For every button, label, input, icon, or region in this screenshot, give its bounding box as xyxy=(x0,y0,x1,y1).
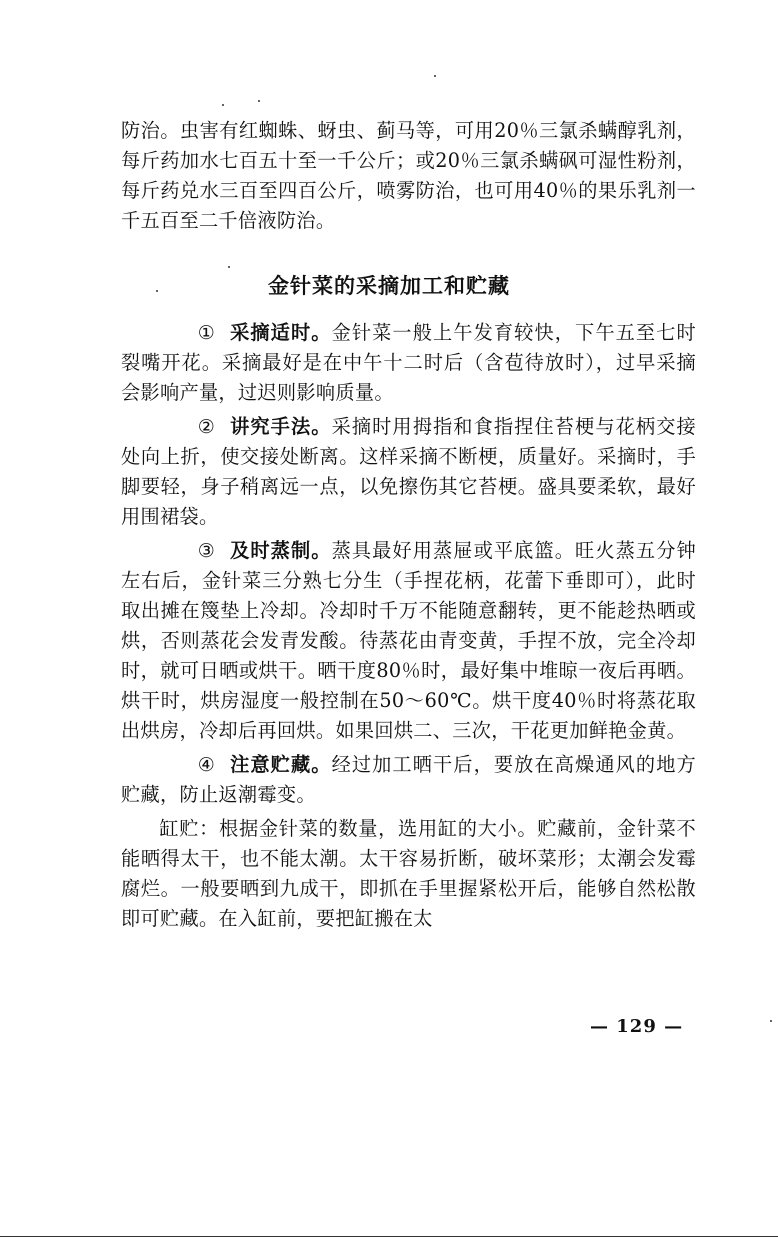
page-number: — 129 — xyxy=(590,1016,684,1037)
intro-block xyxy=(121,116,696,236)
list-item xyxy=(121,750,696,810)
item-marker: ③ xyxy=(197,539,216,562)
list-item xyxy=(121,536,696,746)
section-body xyxy=(121,318,696,934)
section-title: 金针菜的采摘加工和贮藏 xyxy=(268,274,510,298)
item-marker: ④ xyxy=(197,753,216,776)
list-item xyxy=(121,412,696,532)
scan-speck xyxy=(222,104,224,106)
item-marker: ② xyxy=(197,415,216,438)
item-body: 金针菜一般上午发育较快，下午五至七时裂嘴开花。采摘最好是在中午十二时后（含苞待放时），过早采摘会影响产量，过迟则影响质量。 xyxy=(121,321,696,404)
item-lead: 采摘适时。 xyxy=(229,321,332,344)
scan-speck xyxy=(258,100,260,102)
item-lead: 注意贮藏。 xyxy=(229,753,332,776)
item-marker: ① xyxy=(197,321,216,344)
scan-speck xyxy=(434,75,436,77)
item-lead: 讲究手法。 xyxy=(229,415,332,438)
item-body: 经过加工晒干后，要放在高燥通风的地方贮藏，防止返潮霉变。 xyxy=(121,753,696,806)
item-body: 采摘时用拇指和食指捏住苔梗与花柄交接处向上折，使交接处断离。这样采摘不断梗，质量好。采摘时，手脚要轻，身子稍离远一点，以免擦伤其它苔梗。盛具要柔软，最好用围裙袋。 xyxy=(121,415,696,528)
bottom-divider xyxy=(0,1236,778,1237)
scan-speck xyxy=(770,1020,772,1022)
item-body: 蒸具最好用蒸屉或平底篮。旺火蒸五分钟左右后，金针菜三分熟七分生（手捏花柄，花蕾下垂即可），此时取出摊在篾垫上冷却。冷却时千万不能随意翻转，更不能趁热晒或烘，否则蒸花会发青发酸。待蒸花由青变黄，手捏不放，完全冷却时，就可日晒或烘干。晒干度80％时，最好集中堆晾一夜后再晒。烘干时，烘房湿度一般控制在50～60℃。烘干度40％时将蒸花取出烘房，冷却后再回烘。如果回烘二、三次，干花更加鲜艳金黄。 xyxy=(121,539,696,742)
storage-paragraph: 缸贮：根据金针菜的数量，选用缸的大小。贮藏前，金针菜不能晒得太干，也不能太潮。太干容易折断，破坏菜形；太潮会发霉腐烂。一般要晒到九成干，即抓在手里握紧松开后，能够自然松散即可贮藏。在入缸前，要把缸搬在太 xyxy=(121,817,696,930)
list-item xyxy=(121,318,696,408)
scan-speck xyxy=(228,266,230,268)
intro-paragraph: 防治。虫害有红蜘蛛、蚜虫、蓟马等，可用20％三氯杀螨醇乳剂，每斤药加水七百五十至一千公斤；或20％三氯杀螨砜可湿性粉剂，每斤药兑水三百至四百公斤，喷雾防治，也可用40％的果乐乳剂一千五百至二千倍液防治。 xyxy=(121,119,696,232)
item-lead: 及时蒸制。 xyxy=(229,539,332,562)
